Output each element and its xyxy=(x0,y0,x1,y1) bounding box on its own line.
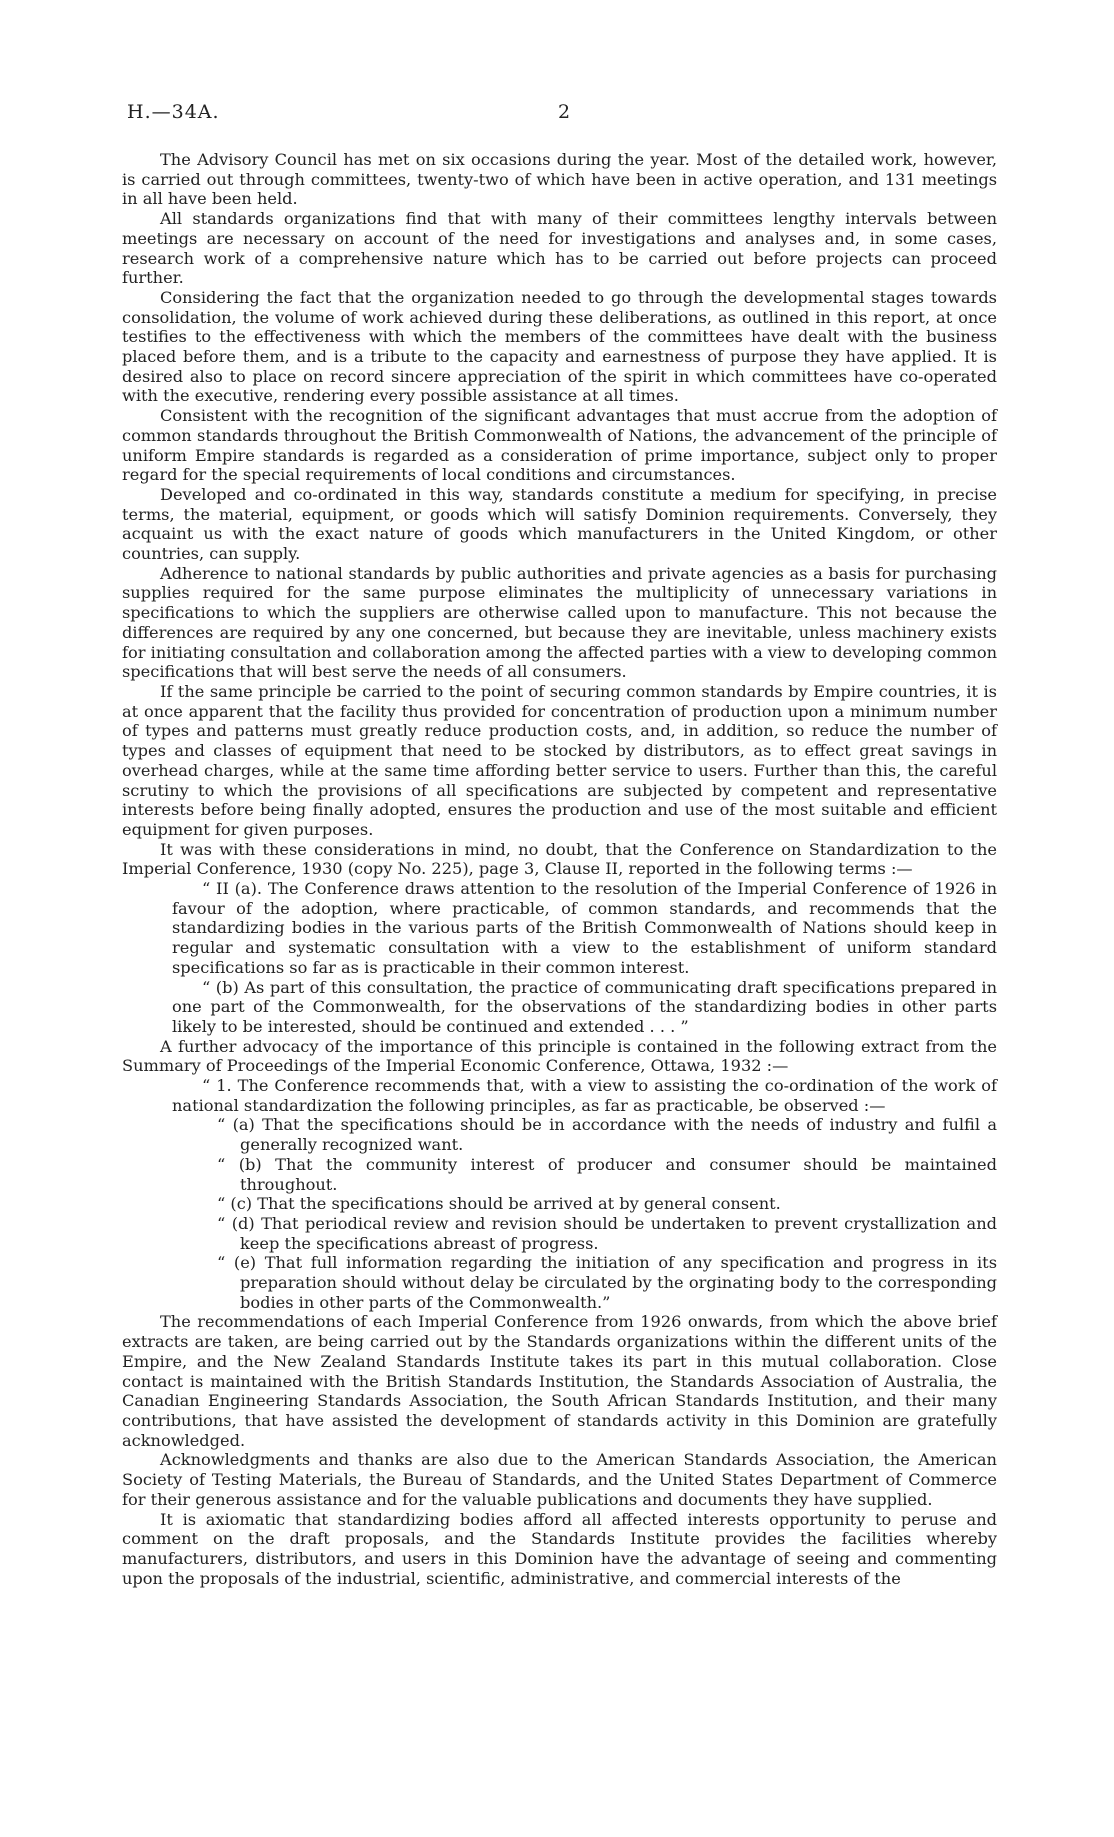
paragraph: The Advisory Council has met on six occasions during the year. Most of the detailed work, however, is carried out through committees, twenty-two of which have been in active operation, and 131 meetings in all have been held. xyxy=(122,150,997,209)
paragraph: It was with these considerations in mind, no doubt, that the Conference on Standardization to the Imperial Conference, 1930 (copy No. 225), page 3, Clause II, reported in the following terms :— xyxy=(122,839,997,879)
paragraph: It is axiomatic that standardizing bodies afford all affected interests opportunity to peruse and comment on the draft proposals, and the Standards Institute provides the facilities whereby manufacturers, distributors, and users in this Dominion have the advantage of seeing and commenting upon the proposals of the industrial, scientific, administrative, and commercial interests of the xyxy=(122,1509,997,1588)
principle-item: “ (d) That periodical review and revision should be undertaken to prevent crystallization and keep the specifications abreast of progress. xyxy=(217,1213,997,1253)
paragraph: Adherence to national standards by public authorities and private agencies as a basis for purchasing supplies required for the same purpose eliminates the multiplicity of unnecessary variations in specifications to which the suppliers are otherwise called upon to manufacture. This not because the differences are required by any one concerned, but because they are inevitable, unless machinery exists for initiating consultation and collaboration among the affected parties with a view to developing common specifications that will best serve the needs of all consumers. xyxy=(122,563,997,682)
paragraph: Consistent with the recognition of the significant advantages that must accrue from the adoption of common standards throughout the British Commonwealth of Nations, the advancement of the principle of uniform Empire standards is regarded as a consideration of prime importance, subject only to proper regard for the special requirements of local conditions and circumstances. xyxy=(122,406,997,485)
paragraph: Developed and co-ordinated in this way, standards constitute a medium for specifying, in precise terms, the material, equipment, or goods which will satisfy Dominion requirements. Conversely, they acquaint us with the exact nature of goods which manufacturers in the United Kingdom, or other countries, can supply. xyxy=(122,484,997,564)
quoted-clause: “ 1. The Conference recommends that, with a view to assisting the co-ordination of the work of national standardization the following principles, as far as practicable, be observed :— xyxy=(172,1076,997,1115)
paragraph: The recommendations of each Imperial Conference from 1926 onwards, from which the above brief extracts are taken, are being carried out by the Standards organizations within the different units of the Empire, and the New Zealand Standards Institute takes its part in this mutual collaboration. Close contact is maintained with the British Standards Institution, the Standards Association of Australia, the Canadian Engineering Standards Association, the South African Standards Institution, and their many contributions, that have assisted the development of standards activity in this Dominion are gratefully acknowledged. xyxy=(122,1312,997,1450)
paragraph: A further advocacy of the importance of this principle is contained in the following extract from the Summary of Proceedings of the Imperial Economic Conference, Ottawa, 1932 :— xyxy=(122,1036,997,1076)
quoted-clause: “ (b) As part of this consultation, the practice of communicating draft specifications prepared in one part of the Commonwealth, for the observations of the standardizing bodies in other parts likely to be interested, should be continued and extended . . . ” xyxy=(172,977,997,1036)
page-number: 2 xyxy=(558,101,572,123)
principle-item: “ (e) That full information regarding the initiation of any specification and progress in its preparation should without delay be circulated by the orginating body to the corresponding bodies in other parts of the Commonwealth.” xyxy=(217,1253,997,1312)
principle-item: “ (c) That the specifications should be arrived at by general consent. xyxy=(217,1194,781,1214)
paragraph: If the same principle be carried to the point of securing common standards by Empire countries, it is at once apparent that the facility thus provided for concentration of production upon a minimum number of types and patterns must greatly reduce production costs, and, in addition, so reduce the number of types and classes of equipment that need to be stocked by distributors, as to effect great savings in overhead charges, while at the same time affording better service to users. Further than this, the careful scrutiny to which the provisions of all specifications are subjected by competent and representative interests before being finally adopted, ensures the production and use of the most suitable and efficient equipment for given purposes. xyxy=(122,681,997,839)
principle-item: “ (b) That the community interest of producer and consumer should be maintained throughout. xyxy=(217,1154,997,1194)
document-reference: H.—34A. xyxy=(127,101,220,123)
paragraph: Acknowledgments and thanks are also due to the American Standards Association, the American Society of Testing Materials, the Bureau of Standards, and the United States Department of Commerce for their generous assistance and for the valuable publications and documents they have supplied. xyxy=(122,1450,997,1509)
paragraph: All standards organizations find that with many of their committees lengthy intervals between meetings are necessary on account of the need for investigations and analyses and, in some cases, research work of a comprehensive nature which has to be carried out before projects can proceed further. xyxy=(122,209,997,288)
principle-item: “ (a) That the specifications should be in accordance with the needs of industry and fulfil a generally recognized want. xyxy=(217,1115,997,1155)
quoted-clause: “ II (a). The Conference draws attention to the resolution of the Imperial Conference of 1926 in favour of the adoption, where practicable, of common standards, and recommends that the standardizing bodies in the various parts of the British Commonwealth of Nations should keep in regular and systematic consultation with a view to the establishment of uniform standard specifications so far as is practicable in their common interest. xyxy=(172,879,997,977)
paragraph: Considering the fact that the organization needed to go through the developmental stages towards consolidation, the volume of work achieved during these deliberations, as outlined in this report, at once testifies to the effectiveness with which the members of the committees have dealt with the business placed before them, and is a tribute to the capacity and earnestness of purpose they have applied. It is desired also to place on record sincere appreciation of the spirit in which committees have co-operated with the executive, rendering every possible assistance at all times. xyxy=(122,287,997,406)
document-body xyxy=(122,150,997,1588)
